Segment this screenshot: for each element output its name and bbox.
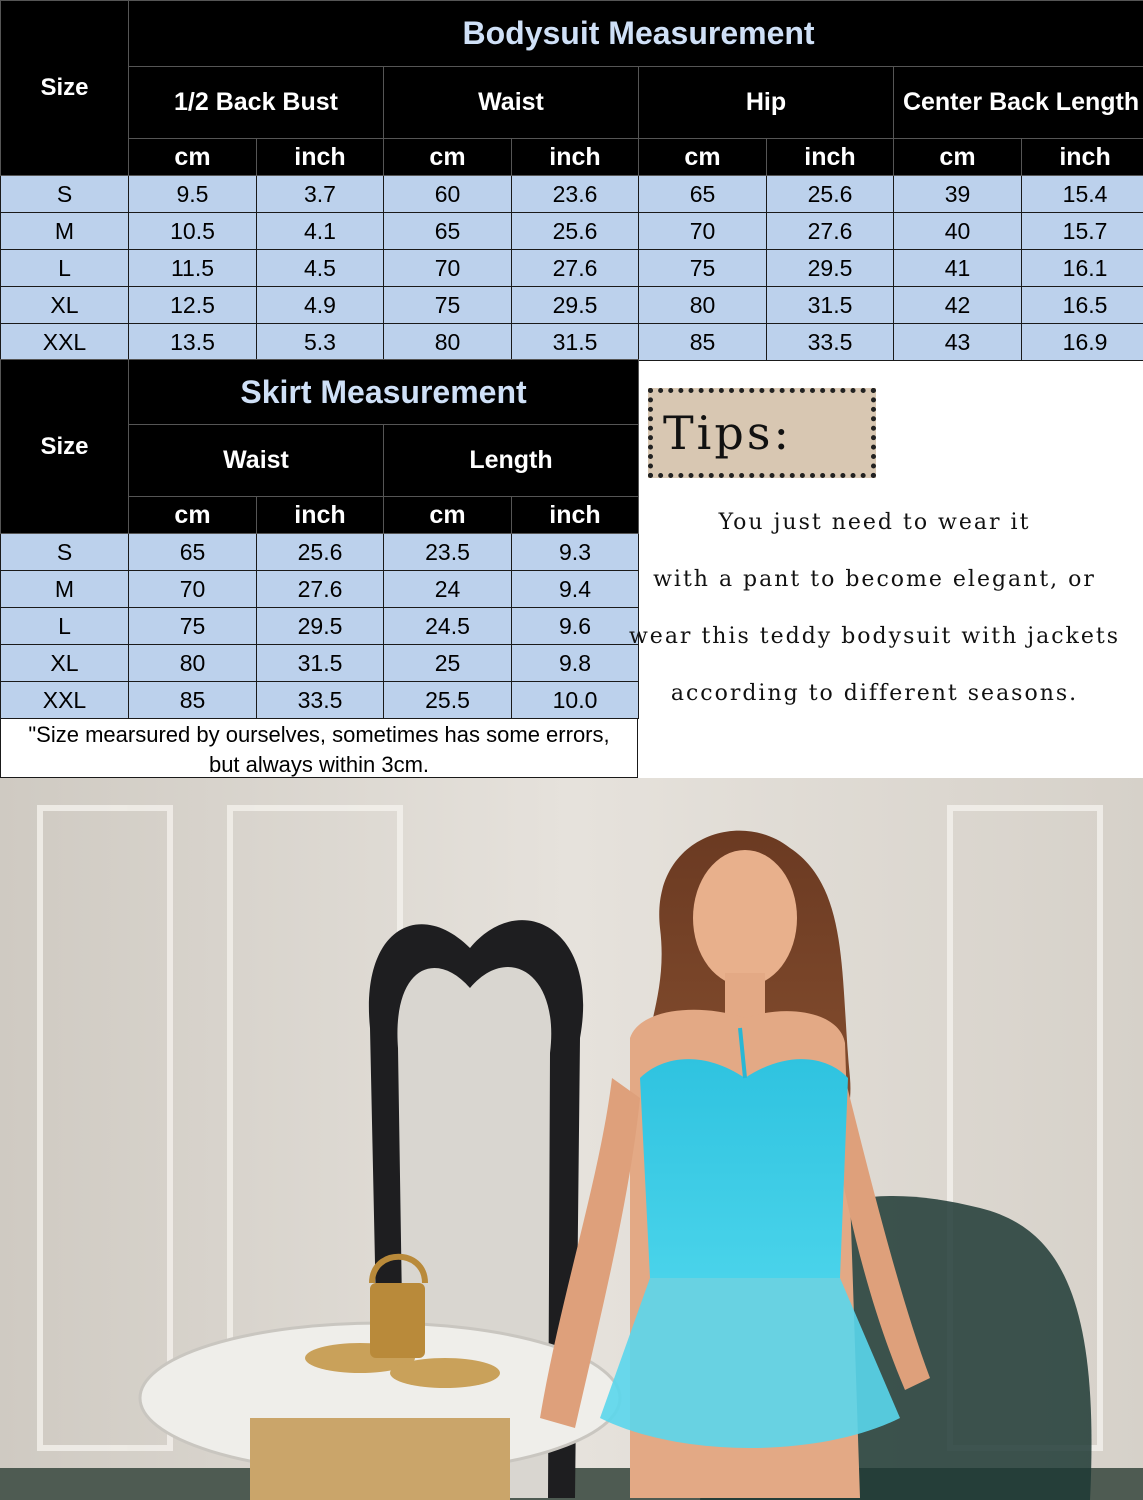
tips-line: with a pant to become elegant, or: [653, 567, 1096, 592]
unit-header: cm: [384, 139, 512, 176]
value-cell: 27.6: [257, 571, 384, 608]
value-cell: 12.5: [129, 287, 257, 324]
value-cell: 60: [384, 176, 512, 213]
table-row: [1, 608, 639, 645]
value-cell: 25: [384, 645, 512, 682]
table-row: [1, 287, 1143, 324]
size-cell: M: [1, 571, 129, 608]
value-cell: 80: [129, 645, 257, 682]
column-group-header: Waist: [129, 425, 384, 497]
size-header: Size: [1, 360, 129, 534]
value-cell: 4.9: [257, 287, 384, 324]
size-cell: XXL: [1, 324, 129, 361]
unit-header: inch: [257, 497, 384, 534]
value-cell: 80: [384, 324, 512, 361]
bodysuit-measurement-table: [0, 0, 1143, 361]
size-cell: S: [1, 534, 129, 571]
value-cell: 16.5: [1022, 287, 1143, 324]
value-cell: 16.1: [1022, 250, 1143, 287]
value-cell: 70: [129, 571, 257, 608]
size-cell: XXL: [1, 682, 129, 719]
value-cell: 25.5: [384, 682, 512, 719]
value-cell: 85: [639, 324, 767, 361]
value-cell: 9.5: [129, 176, 257, 213]
tips-line: You just need to wear it: [718, 510, 1031, 535]
value-cell: 65: [639, 176, 767, 213]
value-cell: 5.3: [257, 324, 384, 361]
value-cell: 65: [384, 213, 512, 250]
unit-header: inch: [512, 497, 639, 534]
tips-badge-label: Tips:: [663, 406, 792, 460]
value-cell: 75: [384, 287, 512, 324]
value-cell: 9.4: [512, 571, 639, 608]
column-group-header: 1/2 Back Bust: [129, 67, 384, 139]
table-row: [1, 324, 1143, 361]
value-cell: 31.5: [767, 287, 894, 324]
size-note-line: "Size mearsured by ourselves, sometimes has some errors,: [28, 722, 610, 747]
size-cell: L: [1, 608, 129, 645]
value-cell: 31.5: [512, 324, 639, 361]
value-cell: 70: [639, 213, 767, 250]
column-group-header: Length: [384, 425, 639, 497]
value-cell: 4.5: [257, 250, 384, 287]
unit-header: cm: [894, 139, 1022, 176]
table-row: [1, 250, 1143, 287]
value-cell: 70: [384, 250, 512, 287]
value-cell: 80: [639, 287, 767, 324]
value-cell: 9.8: [512, 645, 639, 682]
table-row: [1, 645, 639, 682]
value-cell: 33.5: [257, 682, 384, 719]
size-cell: S: [1, 176, 129, 213]
value-cell: 4.1: [257, 213, 384, 250]
table-row: [1, 213, 1143, 250]
column-group-header: Center Back Length: [894, 67, 1143, 139]
value-cell: 16.9: [1022, 324, 1143, 361]
value-cell: 15.4: [1022, 176, 1143, 213]
size-cell: L: [1, 250, 129, 287]
tips-line: wear this teddy bodysuit with jackets: [628, 624, 1121, 649]
value-cell: 29.5: [257, 608, 384, 645]
value-cell: 10.0: [512, 682, 639, 719]
table-row: [1, 682, 639, 719]
value-cell: 29.5: [767, 250, 894, 287]
value-cell: 75: [639, 250, 767, 287]
unit-header: cm: [384, 497, 512, 534]
tips-text: [606, 500, 1143, 728]
table-row: [1, 176, 1143, 213]
unit-header: inch: [1022, 139, 1143, 176]
size-note: [0, 718, 638, 778]
product-photo-illustration: [0, 778, 1143, 1500]
size-cell: XL: [1, 287, 129, 324]
column-group-header: Waist: [384, 67, 639, 139]
tips-line: according to different seasons.: [670, 681, 1079, 706]
value-cell: 65: [129, 534, 257, 571]
column-group-header: Hip: [639, 67, 894, 139]
value-cell: 31.5: [257, 645, 384, 682]
tips-badge: [648, 388, 876, 478]
value-cell: 27.6: [512, 250, 639, 287]
value-cell: 11.5: [129, 250, 257, 287]
value-cell: 85: [129, 682, 257, 719]
value-cell: 41: [894, 250, 1022, 287]
value-cell: 10.5: [129, 213, 257, 250]
value-cell: 25.6: [767, 176, 894, 213]
table-row: [1, 571, 639, 608]
value-cell: 75: [129, 608, 257, 645]
value-cell: 9.6: [512, 608, 639, 645]
value-cell: 3.7: [257, 176, 384, 213]
product-photo: [0, 778, 1143, 1500]
unit-header: inch: [767, 139, 894, 176]
value-cell: 9.3: [512, 534, 639, 571]
value-cell: 40: [894, 213, 1022, 250]
unit-header: inch: [257, 139, 384, 176]
value-cell: 23.5: [384, 534, 512, 571]
value-cell: 29.5: [512, 287, 639, 324]
value-cell: 24: [384, 571, 512, 608]
size-header: Size: [1, 1, 129, 176]
unit-header: cm: [129, 139, 257, 176]
size-cell: M: [1, 213, 129, 250]
value-cell: 15.7: [1022, 213, 1143, 250]
value-cell: 25.6: [257, 534, 384, 571]
table-title: Bodysuit Measurement: [129, 1, 1143, 67]
unit-header: cm: [129, 497, 257, 534]
unit-header: cm: [639, 139, 767, 176]
unit-header: inch: [512, 139, 639, 176]
value-cell: 24.5: [384, 608, 512, 645]
size-cell: XL: [1, 645, 129, 682]
size-note-line: but always within 3cm.: [208, 752, 430, 777]
value-cell: 23.6: [512, 176, 639, 213]
value-cell: 39: [894, 176, 1022, 213]
value-cell: 27.6: [767, 213, 894, 250]
value-cell: 25.6: [512, 213, 639, 250]
table-row: [1, 534, 639, 571]
table-title: Skirt Measurement: [129, 360, 639, 425]
value-cell: 13.5: [129, 324, 257, 361]
value-cell: 42: [894, 287, 1022, 324]
value-cell: 33.5: [767, 324, 894, 361]
value-cell: 43: [894, 324, 1022, 361]
skirt-measurement-table: [0, 359, 639, 719]
